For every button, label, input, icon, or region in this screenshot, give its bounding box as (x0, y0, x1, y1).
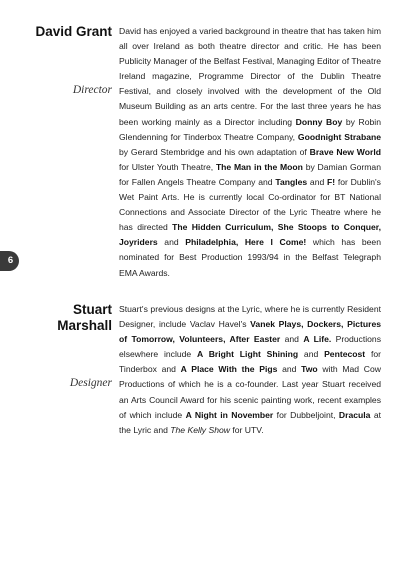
italic-title: The Kelly Show (170, 424, 230, 435)
bold-title: Donny Boy (295, 116, 343, 127)
bold-title: Brave New World (309, 146, 381, 157)
text-run: Stuart's previous designs at the Lyric, where he is currently Resident Designer, include Vaclav Havel's (119, 304, 381, 330)
bio-heading (0, 24, 112, 96)
bold-title: Two (301, 364, 318, 375)
bold-title: F! (327, 176, 336, 187)
bold-title: A Night in November (185, 409, 274, 420)
text-run: David has enjoyed a varied background in theatre that has taken him all over Ireland as both theatre director and critic. He has been Publicity Manager of the Belfast Festival, Managing Editor of Theatre Ireland magazine, Programme Director of the Dublin Theatre Festival, and closely involved with the development of the Old Museum Building as an arts centre. For the last three years he has been working mainly as a Director including (119, 26, 381, 127)
bio-text (119, 24, 381, 281)
bold-title: Goodnight Strabane (297, 131, 382, 142)
bold-title: The Man in the Moon (215, 161, 303, 172)
bold-title: A Life. (303, 334, 332, 345)
text-run: for UTV. (230, 424, 264, 435)
bold-title: Philadelphia, Here I Come! (185, 237, 307, 248)
text-run: for Tinderbox and (119, 349, 381, 375)
text-run: and (307, 176, 328, 187)
text-run: at the Lyric and (119, 409, 382, 435)
text-run: and (280, 334, 304, 345)
bold-title: Vanek Plays, Dockers, Pictures of Tomorrow, Volunteers, After Easter (119, 319, 382, 345)
person-name: David Grant (35, 24, 112, 39)
person-role: Designer (69, 377, 112, 389)
text-run: for Dubbeljoint, (273, 409, 339, 420)
bold-title: Pentecost (324, 349, 366, 360)
bold-title: Tangles (275, 176, 308, 187)
bold-title: The Hidden Curriculum, She Stoops to Conquer, Joyriders (119, 222, 381, 248)
text-run: by Damian Gorman for Fallen Angels Theatre Company and (119, 161, 381, 187)
bold-title: A Bright Light Shining (197, 349, 299, 360)
text-run: for Ulster Youth Theatre, (119, 161, 216, 172)
text-run: and (277, 364, 302, 375)
text-run: by Robin Glendenning for Tinderbox Theatre Company, (119, 116, 381, 142)
text-run: with Mad Cow Productions of which he is a co-founder. Last year Stuart received an Arts Council Award for his scenic painting work, recent examples of which include (119, 364, 381, 420)
text-run: by Gerard Stembridge and his own adaptation of (119, 146, 310, 157)
text-run: for Dublin's Wet Paint Arts. He is currently local Co-ordinator for BT National Connections and Associate Director of the Lyric Theatre where he has directed (119, 176, 381, 233)
bold-title: A Place With the Pigs (180, 364, 278, 375)
text-run: and (298, 349, 325, 360)
text-run: and (157, 237, 186, 248)
bio-text (119, 302, 381, 438)
text-run: which has been nominated for Best Production 1993/94 in the Belfast Telegraph EMA Awards. (119, 237, 381, 278)
page-number: 6 (0, 251, 19, 271)
bold-title: Dracula (338, 409, 371, 420)
person-role: Director (72, 83, 112, 96)
person-name-last: Marshall (57, 317, 112, 333)
text-run: Productions elsewhere include (119, 334, 382, 360)
person-name-first: Stuart (72, 302, 112, 317)
bio-heading (0, 302, 112, 389)
